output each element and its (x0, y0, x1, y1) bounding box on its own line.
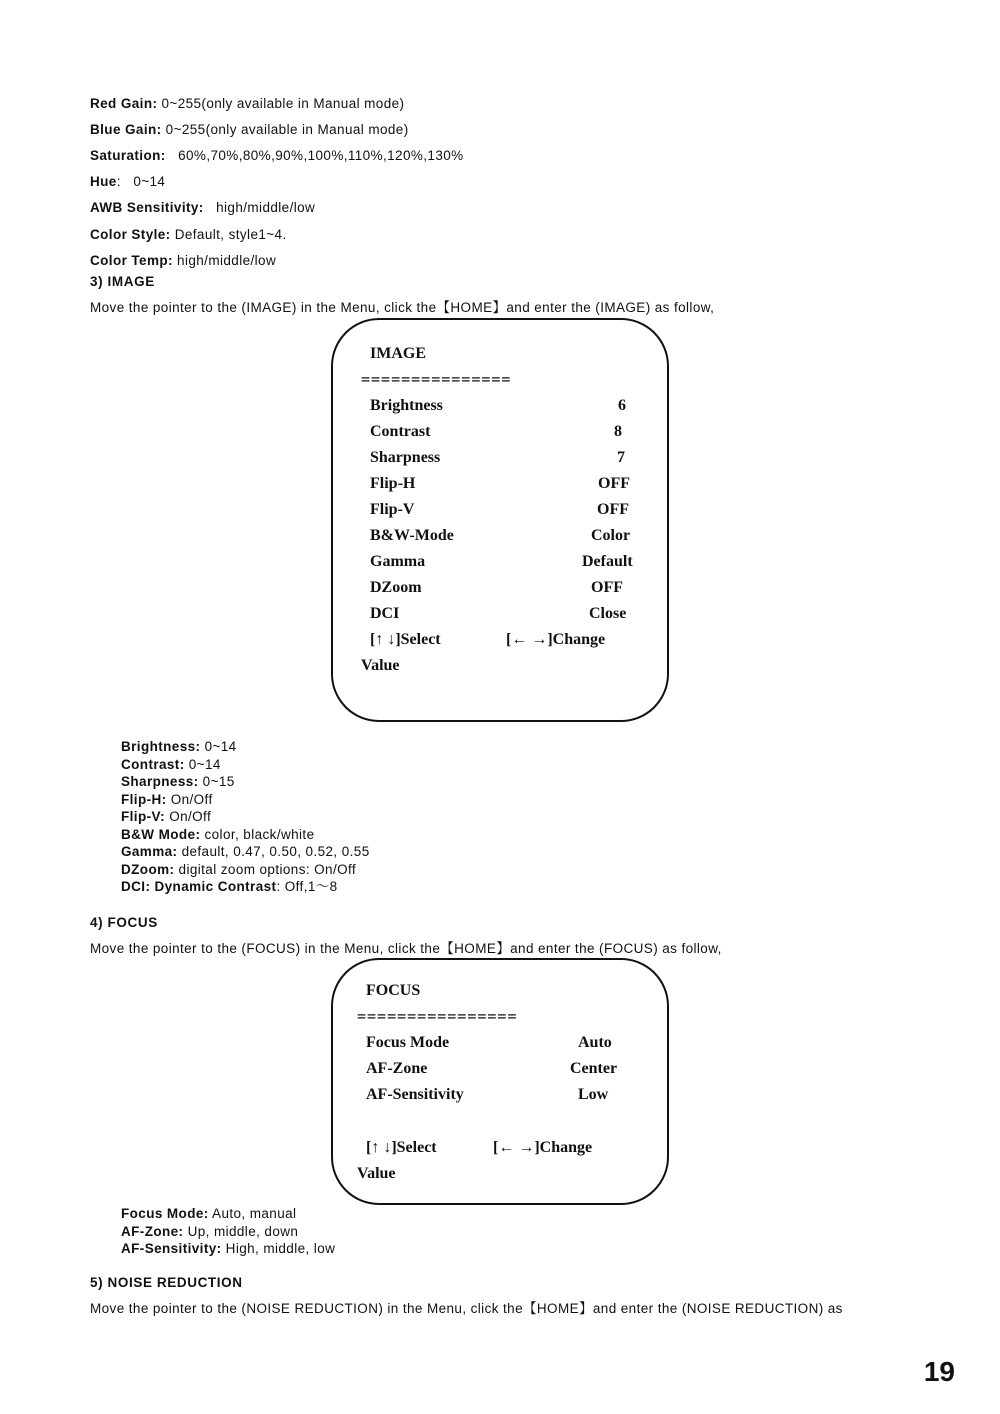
menu-row-value: 7 (617, 449, 625, 466)
list-item: Sharpness: 0~15 (121, 774, 235, 789)
menu-row-value: 8 (614, 423, 622, 440)
menu-row-label: Contrast (370, 423, 431, 440)
image-menu-title: IMAGE (370, 345, 426, 362)
menu-row-value: OFF (597, 501, 629, 518)
section-desc-noise-reduction: Move the pointer to the (NOISE REDUCTION) in the Menu, click the【HOME】and enter the (NOISE REDUCTION) as (90, 1301, 843, 1316)
menu-row-label: B&W-Mode (370, 527, 454, 544)
list-item: Flip-H: On/Off (121, 791, 213, 807)
menu-row-value: 6 (618, 397, 626, 414)
image-menu-nav-select: [↑ ↓]Select (370, 631, 441, 648)
image-menu-box (331, 318, 669, 722)
param-hue: Hue: 0~14 (90, 174, 166, 189)
menu-row-value: OFF (598, 475, 630, 492)
focus-menu-box (331, 958, 669, 1205)
focus-menu-nav-value: Value (357, 1165, 396, 1182)
focus-menu-title: FOCUS (366, 982, 421, 999)
image-menu-nav-change: [← →]Change (506, 631, 606, 648)
focus-menu-separator: ================ (357, 1007, 518, 1025)
image-param-list (121, 738, 370, 896)
page-number: 19 (923, 1356, 955, 1387)
menu-row-value: Low (578, 1086, 609, 1103)
section-heading-image: 3) IMAGE (90, 274, 155, 289)
list-item: Brightness: 0~14 (121, 739, 237, 754)
list-item: Gamma: default, 0.47, 0.50, 0.52, 0.55 (121, 844, 370, 859)
list-item: AF-Zone: Up, middle, down (121, 1223, 299, 1239)
list-item: AF-Sensitivity: High, middle, low (121, 1241, 336, 1256)
menu-row-label: Flip-H (370, 475, 416, 492)
menu-row-value: Auto (578, 1034, 612, 1051)
list-item: Flip-V: On/Off (121, 809, 212, 824)
param-blue-gain: Blue Gain: 0~255(only available in Manual mode) (90, 122, 409, 137)
menu-row-label: DZoom (370, 579, 422, 596)
image-menu-nav-value: Value (361, 657, 400, 674)
list-item: Contrast: 0~14 (121, 756, 221, 772)
param-awb-sensitivity: AWB Sensitivity: high/middle/low (90, 200, 316, 215)
param-red-gain: Red Gain: 0~255(only available in Manual mode) (90, 96, 405, 111)
list-item: DZoom: digital zoom options: On/Off (121, 861, 357, 877)
menu-row-label: Sharpness (370, 449, 441, 466)
menu-row-value: Color (591, 527, 631, 544)
menu-row-label: Gamma (370, 553, 426, 570)
menu-row-value: Close (589, 605, 627, 622)
menu-row-label: Flip-V (370, 501, 415, 518)
menu-row-label: AF-Sensitivity (366, 1086, 464, 1103)
menu-row-label: Brightness (370, 397, 443, 414)
section-heading-noise-reduction: 5) NOISE REDUCTION (90, 1275, 243, 1290)
section-desc-focus: Move the pointer to the (FOCUS) in the Menu, click the【HOME】and enter the (FOCUS) as follow, (90, 941, 722, 956)
param-saturation: Saturation: 60%,70%,80%,90%,100%,110%,120%,130% (90, 148, 464, 163)
menu-row-value: OFF (591, 579, 623, 596)
menu-row-value: Center (570, 1060, 618, 1077)
menu-row-label: Focus Mode (366, 1034, 450, 1051)
section-heading-focus: 4) FOCUS (90, 915, 158, 930)
menu-row-label: AF-Zone (366, 1060, 428, 1077)
focus-menu-nav-change: [← →]Change (493, 1139, 593, 1156)
list-item: Focus Mode: Auto, manual (121, 1206, 297, 1221)
param-color-style: Color Style: Default, style1~4. (90, 227, 287, 242)
focus-menu-nav-select: [↑ ↓]Select (366, 1139, 437, 1156)
section-desc-image: Move the pointer to the (IMAGE) in the Menu, click the【HOME】and enter the (IMAGE) as follow, (90, 300, 715, 315)
focus-param-list (121, 1205, 335, 1258)
image-menu-separator: =============== (361, 370, 512, 388)
menu-row-label: DCI (370, 605, 400, 622)
list-item: DCI: Dynamic Contrast: Off,1～8 (121, 879, 338, 894)
list-item: B&W Mode: color, black/white (121, 826, 315, 842)
param-color-temp: Color Temp: high/middle/low (90, 253, 277, 268)
menu-row-value: Default (582, 553, 633, 570)
